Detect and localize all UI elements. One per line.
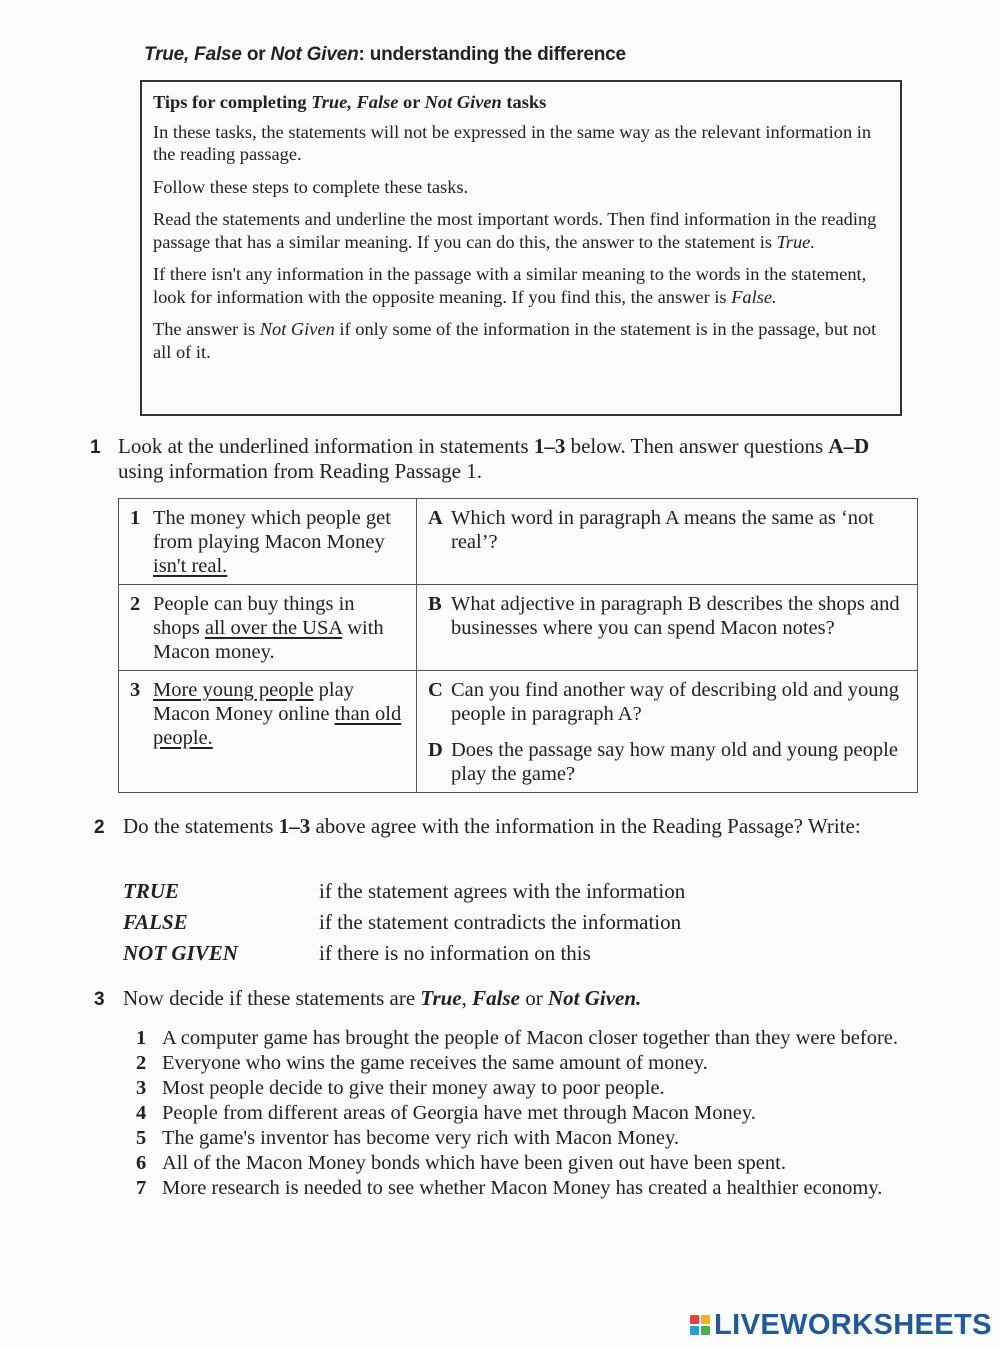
logo-square <box>701 1326 710 1335</box>
question-c-letter: C <box>428 679 443 701</box>
list-item-text: A computer game has brought the people of Macon closer together than they were before. <box>162 1027 899 1049</box>
q3-or: or <box>519 986 548 1010</box>
q2-bold-1: 1–3 <box>278 814 311 838</box>
tip-paragraph-2: Follow these steps to complete these tasks. <box>153 176 469 197</box>
list-item <box>136 1151 936 1176</box>
logo-grid-icon <box>690 1315 710 1335</box>
statement-3-number: 3 <box>130 679 141 701</box>
list-item <box>136 1176 936 1201</box>
q1-text-1: Look at the underlined information in statements <box>118 434 534 458</box>
statement-2-a: People can buy things in shops <box>153 593 355 639</box>
q1-bold-2: A–D <box>828 434 870 458</box>
question-3-instructions <box>123 986 933 1011</box>
list-item-number: 2 <box>136 1052 147 1074</box>
tip-p4-false: False. <box>731 286 777 307</box>
tips-title-a: Tips for completing <box>153 92 312 112</box>
heading-rest: : understanding the difference <box>358 44 626 65</box>
question-c <box>428 678 907 726</box>
q2-text-2: above agree with the information in the Reading Passage? Write: <box>310 814 861 838</box>
list-item <box>136 1101 936 1126</box>
tips-title-or: or <box>398 92 425 112</box>
statement-3-underlined-2: than old people. <box>153 703 402 749</box>
list-item-number: 6 <box>136 1152 147 1174</box>
question-a-letter: A <box>428 507 443 529</box>
logo-square <box>701 1315 710 1324</box>
legend-row-false <box>123 907 685 938</box>
tip-p5-not-given: Not Given <box>259 319 335 339</box>
list-item-number: 1 <box>136 1027 147 1049</box>
question-table <box>118 498 918 793</box>
statement-2-underlined: all over the USA <box>204 617 343 639</box>
question-d-letter: D <box>428 739 443 761</box>
logo-square <box>690 1326 699 1335</box>
list-item-number: 7 <box>136 1177 147 1199</box>
tip-paragraph-1: In these tasks, the statements will not be expressed in the same way as the relevant information in the reading passage. <box>153 121 872 164</box>
statement-list <box>136 1026 936 1201</box>
list-item-text: People from different areas of Georgia have met through Macon Money. <box>162 1102 756 1124</box>
statement-1-text <box>153 506 406 578</box>
tips-box <box>140 80 902 416</box>
heading-or: or <box>241 44 271 65</box>
legend-row-not-given <box>123 938 685 969</box>
question-1-instructions <box>118 434 878 483</box>
question-b-letter: B <box>428 593 442 615</box>
question-2-instructions <box>123 814 933 839</box>
logo-square <box>690 1315 699 1324</box>
q3-true: True <box>420 986 462 1010</box>
statement-2-number: 2 <box>130 593 141 615</box>
question-3-number: 3 <box>94 989 105 1010</box>
q3-not-given: Not Given. <box>547 986 642 1010</box>
list-item-text: Everyone who wins the game receives the same amount of money. <box>162 1052 708 1074</box>
statement-3-underlined-1: More young people <box>153 679 314 701</box>
liveworksheets-logo <box>690 1308 992 1342</box>
list-item-text: More research is needed to see whether Macon Money has created a healthier economy. <box>162 1177 883 1199</box>
tip-p5-a: The answer is <box>153 319 260 339</box>
tip-p4-text: If there isn't any information in the passage with a similar meaning to the words in the statement, look for information with the opposite meaning. If you find this, the answer is <box>153 264 867 307</box>
heading-true-false: True, False <box>144 44 242 65</box>
list-item-number: 4 <box>136 1102 147 1124</box>
question-2-number: 2 <box>94 817 105 838</box>
legend-desc-true: if the statement agrees with the information <box>319 879 686 903</box>
list-item-text: All of the Macon Money bonds which have been given out have been spent. <box>162 1152 786 1174</box>
legend-desc-false: if the statement contradicts the information <box>319 910 682 934</box>
question-a-text: Which word in paragraph A means the same as ‘not real’? <box>451 507 874 553</box>
q3-comma: , <box>461 986 473 1010</box>
statement-cell-3 <box>119 671 417 793</box>
list-item-text: The game's inventor has become very rich with Macon Money. <box>162 1127 679 1149</box>
statement-2-text <box>153 592 406 664</box>
answer-legend <box>123 876 685 969</box>
legend-row-true <box>123 876 685 907</box>
statement-1 <box>130 506 406 578</box>
tips-title-e: tasks <box>501 92 547 112</box>
legend-key-false: FALSE <box>123 910 188 934</box>
q3-text-1: Now decide if these statements are <box>123 986 421 1010</box>
tips-title <box>153 91 888 114</box>
question-cell-a <box>417 499 918 585</box>
q1-bold-1: 1–3 <box>533 434 566 458</box>
q2-text-1: Do the statements <box>123 814 279 838</box>
question-cell-b <box>417 585 918 671</box>
statement-3-a: play Macon Money online <box>153 679 354 725</box>
page-heading <box>144 44 626 66</box>
question-b <box>428 592 907 640</box>
tip-p5-b: if only some of the information in the statement is in the passage, but not all of it. <box>153 319 877 362</box>
list-item <box>136 1026 936 1051</box>
tip-paragraph-5 <box>153 318 888 363</box>
list-item <box>136 1126 936 1151</box>
q1-text-3: using information from Reading Passage 1. <box>118 458 482 483</box>
list-item-text: Most people decide to give their money away to poor people. <box>162 1077 665 1099</box>
tips-title-true-false: True, False <box>311 92 399 112</box>
table-row <box>119 671 918 793</box>
statement-3 <box>130 678 406 750</box>
heading-not-given: Not Given <box>270 44 359 65</box>
list-item <box>136 1051 936 1076</box>
question-b-text: What adjective in paragraph B describes the shops and businesses where you can spend Macon notes? <box>451 593 900 639</box>
question-c-text: Can you find another way of describing old and young people in paragraph A? <box>451 679 900 725</box>
logo-text: LIVEWORKSHEETS <box>714 1308 992 1341</box>
statement-cell-1 <box>119 499 417 585</box>
legend-key-not-given: NOT GIVEN <box>123 941 238 965</box>
tip-paragraph-3 <box>153 208 888 253</box>
question-d <box>428 738 907 786</box>
q1-text-2: below. Then answer questions <box>565 434 829 458</box>
tips-title-not-given: Not Given <box>424 92 502 112</box>
legend-key-true: TRUE <box>123 879 180 903</box>
tip-p3-text: Read the statements and underline the most important words. Then find information in the reading passage that has a similar meaning. If you can do this, the answer to the statement is <box>153 209 877 252</box>
statement-1-underlined: isn't real. <box>153 555 228 577</box>
tip-p3-true: True. <box>776 231 815 252</box>
statement-cell-2 <box>119 585 417 671</box>
list-item-number: 5 <box>136 1127 147 1149</box>
statement-3-text <box>153 678 406 750</box>
list-item <box>136 1076 936 1101</box>
list-item-number: 3 <box>136 1077 147 1099</box>
question-d-text: Does the passage say how many old and young people play the game? <box>451 739 898 785</box>
q3-false: False <box>472 986 520 1010</box>
statement-2 <box>130 592 406 664</box>
statement-1-number: 1 <box>130 507 141 529</box>
statement-1-a: The money which people get from playing Macon Money <box>153 507 391 553</box>
question-a <box>428 506 907 554</box>
question-cell-cd <box>417 671 918 793</box>
table-row <box>119 499 918 585</box>
legend-desc-not-given: if there is no information on this <box>319 941 591 965</box>
question-1-number: 1 <box>90 437 101 458</box>
table-row <box>119 585 918 671</box>
statement-2-b: with Macon money. <box>153 617 384 663</box>
tip-paragraph-4 <box>153 263 888 308</box>
